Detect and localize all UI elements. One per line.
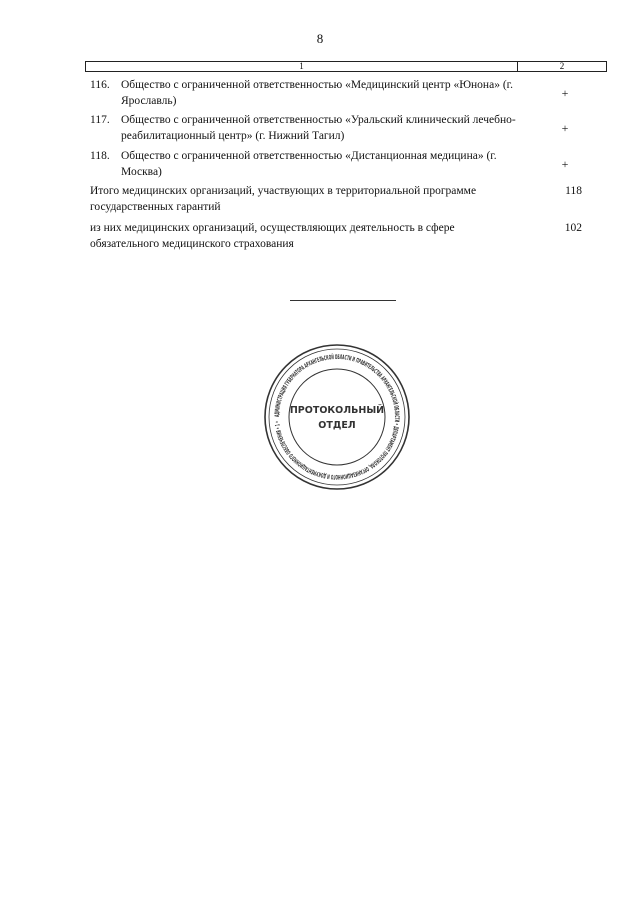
row-number: 118. (90, 150, 110, 162)
divider-line (290, 300, 396, 301)
table-row (90, 112, 585, 146)
total-row (90, 183, 585, 215)
table-header-col2: 2 (559, 61, 565, 71)
participation-mark: + (561, 86, 569, 100)
organization-name: Общество с ограниченной ответственностью «Медицинский центр «Юнона» (г. Ярославль) (121, 79, 513, 107)
table-row (90, 148, 585, 182)
table-header-row (85, 61, 607, 72)
total-value: 102 (564, 222, 582, 234)
total-label: Итого медицинских организаций, участвующих в территориальной программе государственных гарантий (90, 185, 477, 213)
table-row (90, 77, 585, 111)
protocol-department-stamp (263, 343, 411, 491)
stamp-center-line2: ОТДЕЛ (318, 420, 356, 431)
organization-name: Общество с ограниченной ответственностью «Дистанционная медицина» (г. Москва) (121, 150, 497, 178)
total-value: 118 (565, 185, 582, 197)
stamp-ring-text: АДМИНИСТРАЦИЯ ГУБЕРНАТОРА АРХАНГЕЛЬСКОЙ ОБЛАСТИ И ПРАВИТЕЛЬСТВА АРХАНГЕЛЬСКОЙ ОБЛАСТИ • ДЕПАРТАМЕНТ ПРОТОКОЛА, ОРГАНИЗАЦИОННОГО И ДОКУМЕНТАЦИОННОГО ОБЕСПЕЧЕНИЯ • 1 • (273, 353, 401, 481)
participation-mark: + (561, 157, 569, 171)
participation-mark: + (561, 121, 569, 135)
stamp-outer-ring (265, 345, 409, 489)
total-row (90, 220, 585, 252)
page-number: 8 (316, 31, 324, 46)
row-number: 117. (90, 114, 110, 126)
row-number: 116. (90, 79, 110, 91)
total-label: из них медицинских организаций, осуществляющих деятельность в сфере обязательного медицинского страхования (90, 222, 455, 250)
stamp-center-line1: ПРОТОКОЛЬНЫЙ (289, 405, 385, 416)
stamp-inner-ring (289, 369, 385, 465)
table-header-col1: 1 (86, 62, 518, 71)
organization-name: Общество с ограниченной ответственностью «Уральский клинический лечебно-реабилитационный центр» (г. Нижний Тагил) (121, 114, 516, 142)
